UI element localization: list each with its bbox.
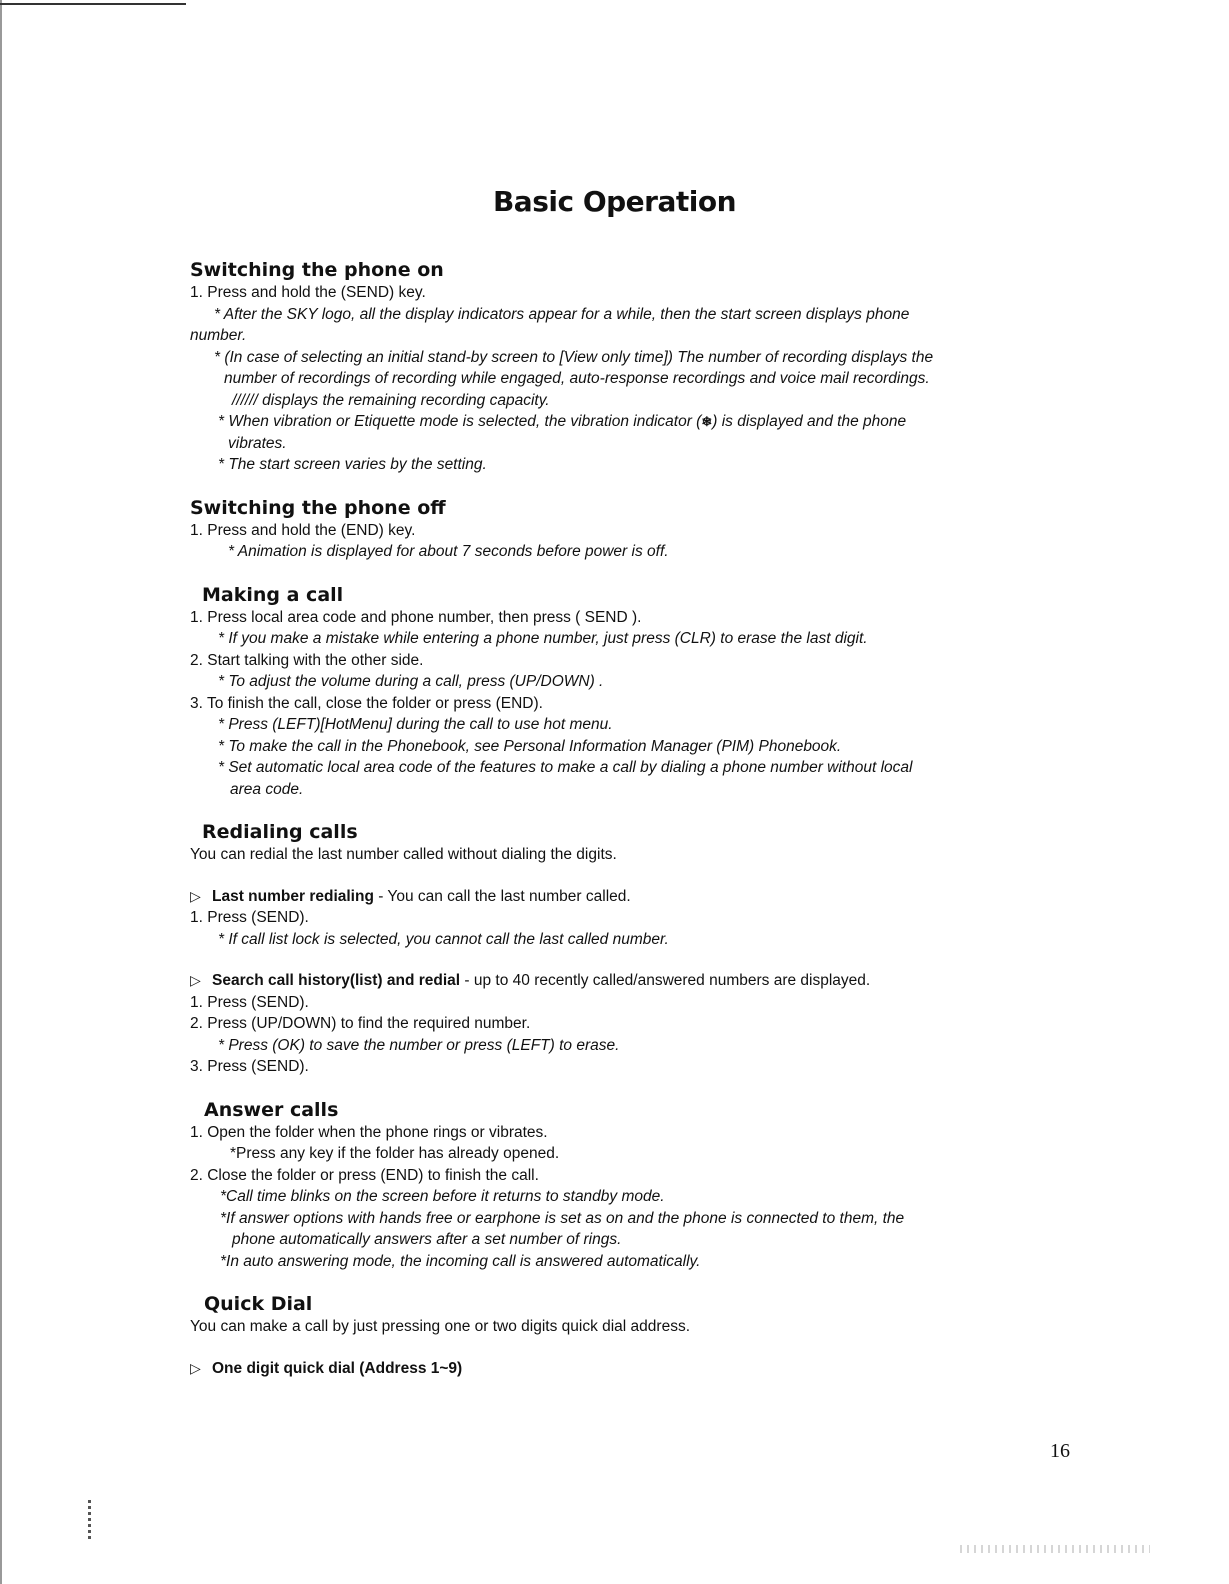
section-redialing (190, 820, 1090, 1078)
note: * After the SKY logo, all the display indicators appear for a while, then the start screen displays phone (214, 305, 910, 323)
intro-text: You can make a call by just pressing one or two digits quick dial address. (190, 1318, 691, 1335)
note: * Animation is displayed for about 7 seconds before power is off. (228, 543, 669, 560)
heading-switch-on: Switching the phone on (190, 259, 444, 281)
subsection-last-number (190, 886, 1090, 908)
subsection-title: Search call history(list) and redial (212, 972, 461, 989)
note: *In auto answering mode, the incoming call is answered automatically. (220, 1252, 701, 1270)
triangle-bullet-icon: ▷ (190, 1359, 201, 1376)
scan-edge (0, 0, 2, 1584)
note: * To make the call in the Phonebook, see Personal Information Manager (PIM) Phonebook. (218, 737, 842, 755)
heading-redialing: Redialing calls (202, 821, 358, 843)
step: 1. Press (SEND). (190, 993, 309, 1011)
page-title: Basic Operation (492, 185, 737, 218)
subsection-search-history (190, 970, 1090, 992)
step: 2. Close the folder or press (END) to finish the call. (190, 1166, 539, 1184)
triangle-bullet-icon: ▷ (190, 887, 201, 904)
subsection-title: Last number redialing (212, 887, 374, 905)
note: * If call list lock is selected, you cannot call the last called number. (218, 930, 669, 948)
section-switch-on (190, 258, 1090, 476)
note: * (In case of selecting an initial stand-by screen to [View only time]) The number of recording displays the (214, 348, 934, 366)
step: 1. Press local area code and phone number, then press ( SEND ). (190, 608, 642, 626)
note: * If you make a mistake while entering a phone number, just press (CLR) to erase the last digit. (218, 630, 868, 647)
step: 1. Press (SEND). (190, 909, 309, 926)
step: 3. Press (SEND). (190, 1058, 309, 1075)
subsection-title: One digit quick dial (Address 1~9) (212, 1359, 463, 1377)
note: *If answer options with hands free or earphone is set as on and the phone is connected to them, the (220, 1209, 905, 1227)
step: 1. Open the folder when the phone rings or vibrates. (190, 1123, 548, 1141)
note: *Press any key if the folder has already opened. (230, 1145, 560, 1162)
section-making-call (190, 583, 1090, 801)
step: 3. To finish the call, close the folder or press (END). (190, 694, 543, 712)
note: * Set automatic local area code of the features to make a call by dialing a phone number without local (218, 759, 913, 776)
step: 1. Press and hold the (SEND) key. (190, 284, 426, 301)
note-cont: number of recordings of recording while engaged, auto-response recordings and voice mail recordings. (224, 370, 930, 387)
scan-artifact (88, 1500, 91, 1540)
top-rule (0, 3, 186, 5)
section-quick-dial (190, 1292, 1090, 1379)
note-cont: area code. (230, 780, 304, 798)
note-cont: number. (190, 327, 247, 344)
scan-smudge (960, 1545, 1150, 1553)
step: 2. Press (UP/DOWN) to find the required number. (190, 1015, 531, 1032)
note (218, 411, 1090, 433)
note: *Call time blinks on the screen before it returns to standby mode. (220, 1188, 665, 1205)
step: 2. Start talking with the other side. (190, 651, 424, 669)
note-text: ) is displayed and the phone (712, 413, 907, 430)
heading-answer-calls: Answer calls (204, 1098, 339, 1121)
subsection-desc: - You can call the last number called. (373, 887, 631, 905)
note-cont: vibrates. (228, 434, 287, 452)
note: * The start screen varies by the setting. (218, 456, 487, 473)
section-answer-calls (190, 1098, 1090, 1273)
heading-quick-dial: Quick Dial (204, 1293, 313, 1315)
triangle-bullet-icon: ▷ (190, 972, 201, 988)
note: * Press (LEFT)[HotMenu] during the call to use hot menu. (218, 716, 613, 733)
note: * To adjust the volume during a call, press (UP/DOWN) . (218, 673, 604, 690)
note-cont: ////// displays the remaining recording capacity. (232, 391, 550, 409)
note: * Press (OK) to save the number or press (LEFT) to erase. (218, 1036, 620, 1054)
note-cont: phone automatically answers after a set number of rings. (232, 1231, 622, 1248)
heading-switch-off: Switching the phone off (190, 496, 446, 519)
page-content (190, 258, 1090, 1379)
subsection-desc: - up to 40 recently called/answered numbers are displayed. (460, 972, 871, 989)
vibration-icon: ❄ (701, 414, 713, 429)
subsection-one-digit (190, 1358, 1090, 1380)
section-switch-off (190, 496, 1090, 563)
intro-text: You can redial the last number called without dialing the digits. (190, 846, 617, 863)
step: 1. Press and hold the (END) key. (190, 521, 416, 539)
page-number: 16 (1050, 1440, 1070, 1462)
heading-making-call: Making a call (202, 583, 344, 606)
note-text: * When vibration or Etiquette mode is selected, the vibration indicator ( (218, 413, 702, 430)
